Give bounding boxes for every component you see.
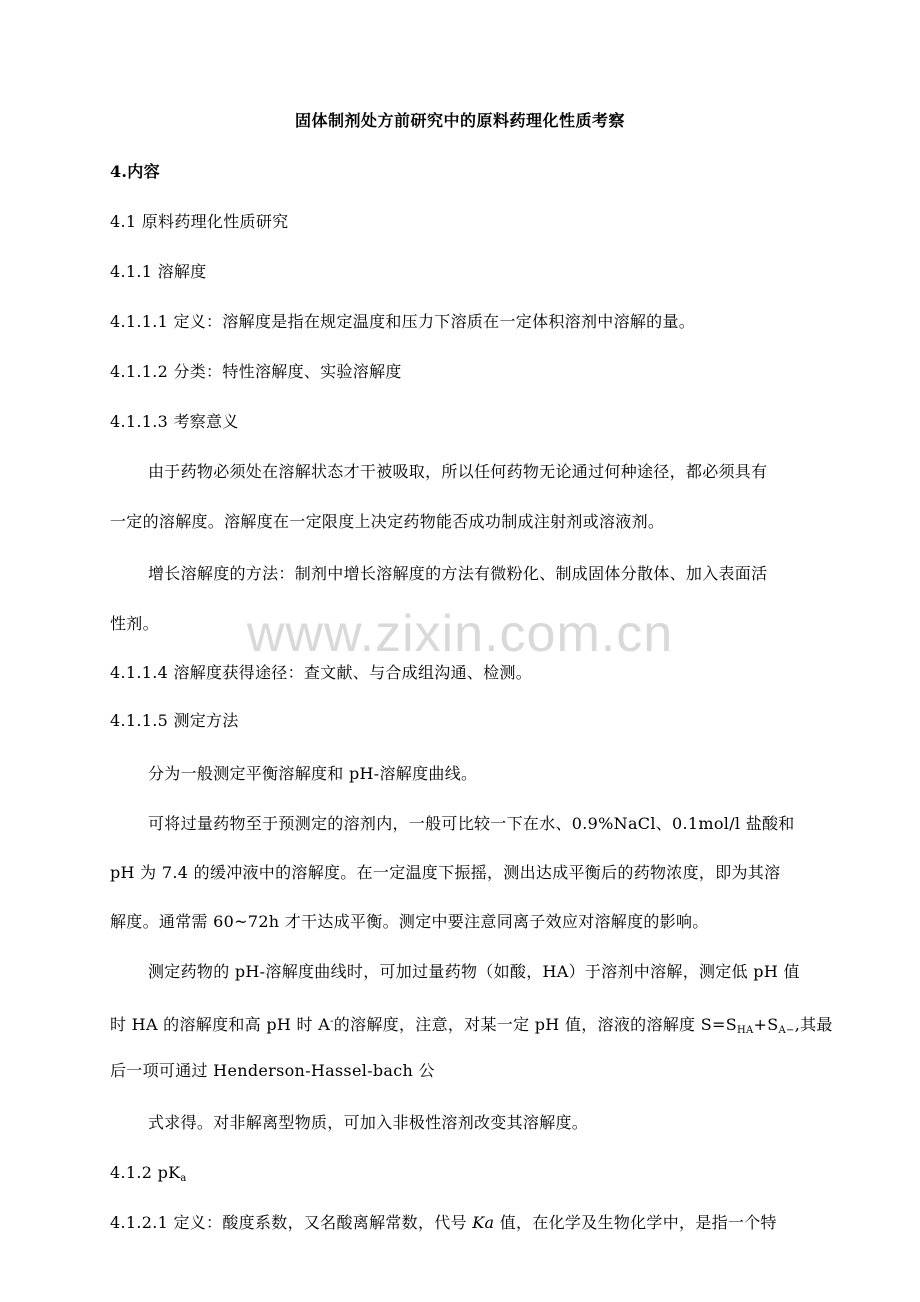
text-run: 4.1.2 pK bbox=[110, 1163, 181, 1182]
paragraph-line: 可将过量药物至于预测定的溶剂内，一般可比较一下在水、0.9%NaCl、0.1mol/l 盐酸和 bbox=[148, 814, 795, 833]
text-run: 的溶解度，注意，对某一定 pH 值，溶液的溶解度 S=S bbox=[333, 1015, 737, 1034]
page-title: 固体制剂处方前研究中的原料药理化性质考察 bbox=[294, 111, 625, 130]
section-heading-4-1-1: 4.1.1 溶解度 bbox=[110, 262, 207, 281]
paragraph-line: 4.1.1.2 分类：特性溶解度、实验溶解度 bbox=[110, 362, 402, 381]
paragraph-line: 性剂。 bbox=[110, 614, 159, 633]
section-heading-4-1-2 bbox=[110, 1162, 187, 1190]
text-run: ,其最 bbox=[794, 1015, 833, 1034]
paragraph-line: pH 为 7.4 的缓冲液中的溶解度。在一定温度下振摇，测出达成平衡后的药物浓度，即为其溶 bbox=[110, 863, 781, 882]
superscript: - bbox=[330, 1016, 334, 1027]
paragraph-line bbox=[110, 1011, 833, 1042]
watermark: www.zixin.com.cn bbox=[246, 605, 674, 663]
paragraph-line: 分为一般测定平衡溶解度和 pH-溶解度曲线。 bbox=[148, 764, 478, 783]
paragraph-line: 由于药物必须处在溶解状态才干被吸取，所以任何药物无论通过何种途径，都必须具有 bbox=[148, 462, 768, 481]
paragraph-line: 4.1.1.5 测定方法 bbox=[110, 711, 239, 730]
text-run: 时 HA 的溶解度和高 pH 时 A bbox=[110, 1015, 331, 1034]
section-heading-4-1: 4.1 原料药理化性质研究 bbox=[110, 212, 289, 231]
subscript: a bbox=[180, 1173, 187, 1184]
subscript: A− bbox=[778, 1025, 795, 1036]
paragraph-line: 4.1.1.1 定义：溶解度是指在规定温度和压力下溶质在一定体积溶剂中溶解的量。 bbox=[110, 312, 696, 331]
paragraph-line: 4.1.1.3 考察意义 bbox=[110, 412, 239, 431]
text-run: +S bbox=[753, 1015, 779, 1034]
text-run: 4.1.2.1 定义：酸度系数，又名酸离解常数，代号 bbox=[110, 1213, 473, 1232]
subscript: HA bbox=[736, 1025, 754, 1036]
paragraph-line bbox=[110, 1212, 777, 1234]
paragraph-line: 增长溶解度的方法：制剂中增长溶解度的方法有微粉化、制成固体分散体、加入表面活 bbox=[148, 564, 768, 583]
paragraph-line: 4.1.1.4 溶解度获得途径：查文献、与合成组沟通、检测。 bbox=[110, 663, 533, 682]
paragraph-line: 测定药物的 pH-溶解度曲线时，可加过量药物（如酸，HA）于溶剂中溶解，测定低 pH 值 bbox=[148, 962, 800, 981]
italic-term: Ka bbox=[472, 1213, 495, 1232]
paragraph-line: 一定的溶解度。溶解度在一定限度上决定药物能否成功制成注射剂或溶液剂。 bbox=[110, 512, 665, 531]
paragraph-line: 解度。通常需 60~72h 才干达成平衡。测定中要注意同离子效应对溶解度的影响。 bbox=[110, 912, 709, 931]
paragraph-line: 后一项可通过 Henderson-Hassel-bach 公 bbox=[110, 1061, 435, 1080]
paragraph-line: 式求得。对非解离型物质，可加入非极性溶剂改变其溶解度。 bbox=[148, 1113, 589, 1132]
text-run: 值，在化学及生物化学中，是指一个特 bbox=[494, 1213, 777, 1232]
section-heading-4: 4.内容 bbox=[110, 162, 160, 181]
